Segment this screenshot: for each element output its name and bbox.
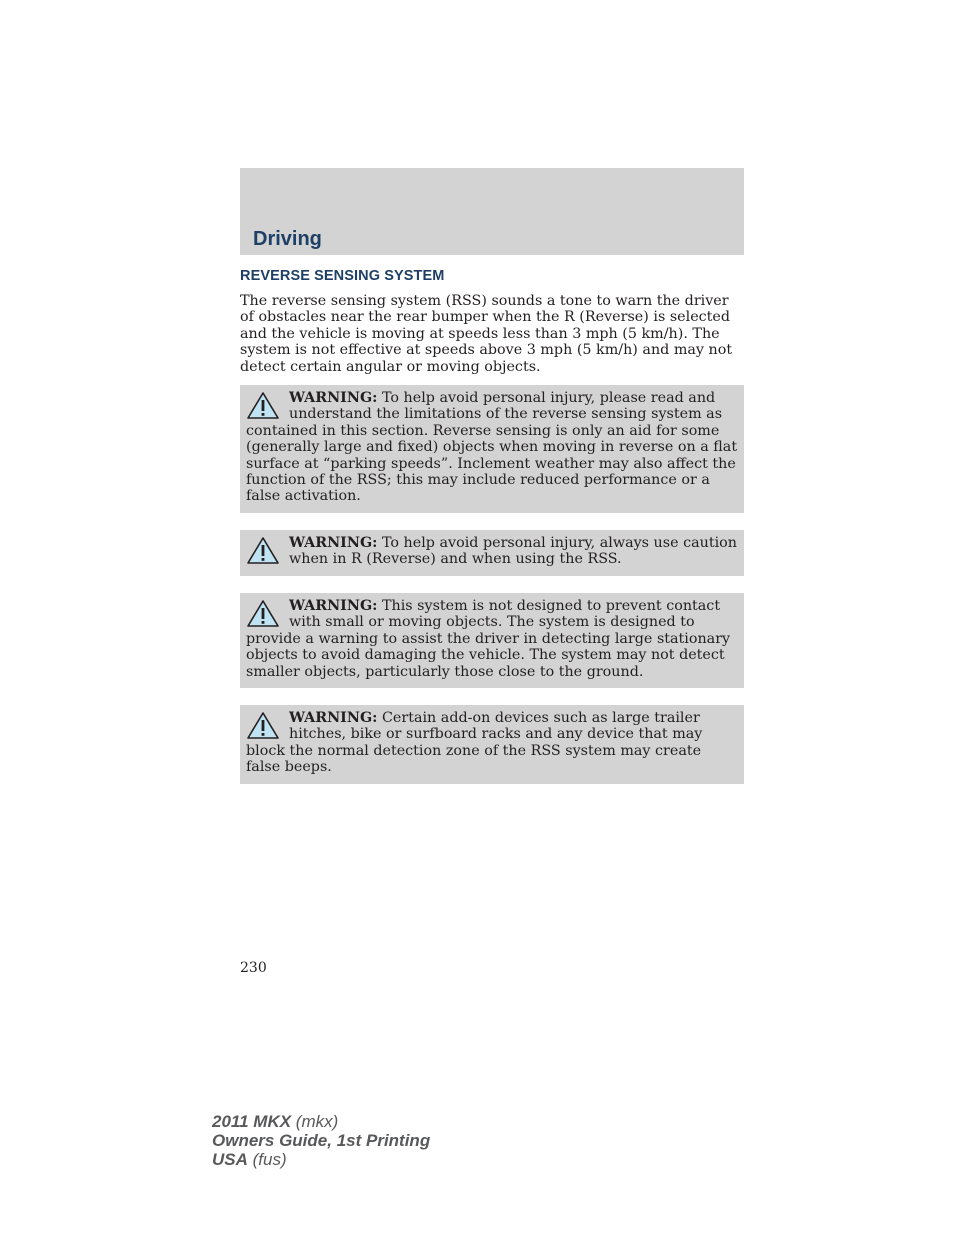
intro-paragraph: The reverse sensing system (RSS) sounds a tone to warn the driver of obstacles near the rear bumper when the R (Reverse) is selected and the vehicle is moving at speeds less than 3 mph (5 km/h). The system is not effective at speeds above 3 mph (5 km/h) and may not detect certain angular or moving objects.: [240, 293, 733, 375]
section-title: Driving: [253, 228, 322, 250]
warning-box-3: [240, 593, 744, 688]
warning-triangle-icon: [246, 711, 280, 741]
warning-box-4: [240, 705, 744, 784]
warning-label: WARNING:: [289, 390, 378, 406]
warning-label: WARNING:: [289, 710, 378, 726]
footer-edition: Owners Guide, 1st Printing: [212, 1131, 431, 1150]
footer-line-2: [212, 1131, 430, 1150]
section-heading: REVERSE SENSING SYSTEM: [240, 268, 445, 284]
warning-triangle-icon: [246, 599, 280, 629]
footer-model-code: (mkx): [291, 1112, 339, 1131]
warning-text-2: [246, 535, 738, 568]
footer-market-code: (fus): [247, 1150, 287, 1169]
warning-text-4: [246, 710, 738, 776]
page-number: 230: [240, 960, 267, 976]
warning-label: WARNING:: [289, 535, 378, 551]
warning-text-1: [246, 390, 738, 505]
warning-box-1: [240, 385, 744, 513]
warning-body: This system is not designed to prevent contact with small or moving objects. The system is designed to provide a warning to assist the driver in detecting large stationary objects to avoid damaging the vehicle. The system may not detect smaller objects, particularly those close to the ground.: [246, 598, 731, 680]
footer-line-1: [212, 1112, 430, 1131]
warning-body: To help avoid personal injury, please read and understand the limitations of the reverse sensing system as contained in this section. Reverse sensing is only an aid for some (generally large and fixed) objects when moving in reverse on a flat surface at “parking speeds”. Inclement weather may also affect the function of the RSS; this may include reduced performance or a false activation.: [246, 390, 738, 505]
footer-market: USA: [212, 1150, 248, 1169]
footer-line-3: [212, 1150, 430, 1169]
section-header-band: [240, 168, 744, 255]
warning-label: WARNING:: [289, 598, 378, 614]
warning-body: Certain add-on devices such as large trailer hitches, bike or surfboard racks and any device that may block the normal detection zone of the RSS system may create false beeps.: [246, 710, 703, 776]
warning-body: To help avoid personal injury, always use caution when in R (Reverse) and when using the RSS.: [289, 535, 737, 568]
warning-box-2: [240, 530, 744, 576]
footer-model: 2011 MKX: [212, 1112, 292, 1131]
warning-triangle-icon: [246, 536, 280, 566]
warning-text-3: [246, 598, 738, 680]
print-footer: [212, 1112, 430, 1169]
warning-triangle-icon: [246, 391, 280, 421]
